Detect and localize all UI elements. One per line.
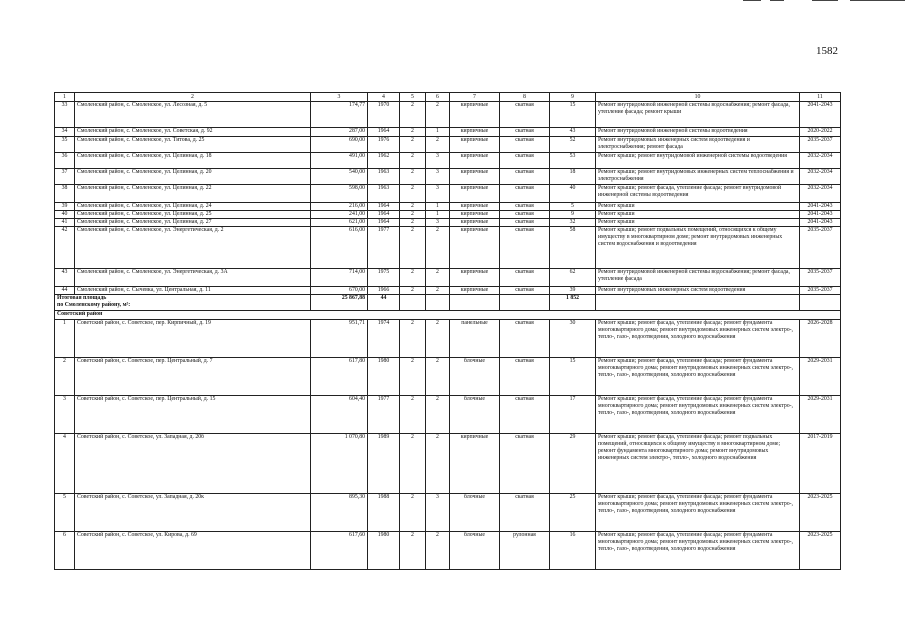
- entrances-cell: 3: [426, 219, 450, 227]
- roof-type-cell: скатная: [500, 169, 550, 185]
- roof-type-cell: скатная: [500, 128, 550, 137]
- works-cell: Ремонт крыши; ремонт фасада, утепление фасада; ремонт фундамента многоквартирного дома; ремонт внутридомовых инженерных систем электро-, тепло-, газо-, водоотведения, холодного водоснабжения: [596, 396, 800, 434]
- floors-cell: 2: [400, 320, 426, 358]
- row-index: 4: [55, 434, 75, 494]
- period-cell: 2023-2025: [800, 532, 841, 570]
- area-cell: 216,00: [311, 203, 368, 211]
- column-number-3: 3: [311, 93, 368, 102]
- entrances-cell: 2: [426, 358, 450, 396]
- address-cell: Смоленский район, с. Смоленское, ул. Титова, д. 25: [75, 137, 311, 153]
- empty-cell: [426, 295, 450, 311]
- total-label-line-2: по Смоленскому району, м²:: [57, 302, 131, 308]
- wall-material-cell: блочные: [450, 494, 500, 532]
- year-cell: 1964: [368, 128, 400, 137]
- area-cell: 598,00: [311, 185, 368, 203]
- residents-cell: 32: [550, 219, 596, 227]
- entrances-cell: 2: [426, 532, 450, 570]
- works-cell: Ремонт внутридомовых инженерных систем водоотведения и электроснабжения; ремонт фасада: [596, 137, 800, 153]
- row-index: 5: [55, 494, 75, 532]
- floors-cell: 2: [400, 358, 426, 396]
- roof-type-cell: скатная: [500, 434, 550, 494]
- roof-type-cell: скатная: [500, 227, 550, 269]
- wall-material-cell: кирпичные: [450, 219, 500, 227]
- area-cell: 1 070,80: [311, 434, 368, 494]
- period-cell: 2020-2022: [800, 128, 841, 137]
- period-cell: 2029-2031: [800, 358, 841, 396]
- floors-cell: 2: [400, 169, 426, 185]
- wall-material-cell: кирпичные: [450, 203, 500, 211]
- floors-cell: 2: [400, 434, 426, 494]
- address-cell: Смоленский район, с. Смоленское, ул. Целинная, д. 18: [75, 153, 311, 169]
- entrances-cell: 3: [426, 494, 450, 532]
- floors-cell: 2: [400, 102, 426, 128]
- residents-cell: 58: [550, 227, 596, 269]
- total-count: 44: [368, 295, 400, 311]
- row-index: 1: [55, 320, 75, 358]
- address-cell: Смоленский район, с. Смоленское, ул. Советская, д. 92: [75, 128, 311, 137]
- entrances-cell: 1: [426, 203, 450, 211]
- row-index: 38: [55, 185, 75, 203]
- floors-cell: 2: [400, 203, 426, 211]
- row-index: 37: [55, 169, 75, 185]
- residents-cell: 9: [550, 211, 596, 219]
- wall-material-cell: кирпичные: [450, 153, 500, 169]
- period-cell: 2017-2019: [800, 434, 841, 494]
- area-cell: 604,40: [311, 396, 368, 434]
- table-row: [55, 287, 841, 295]
- area-cell: 895,30: [311, 494, 368, 532]
- roof-type-cell: скатная: [500, 102, 550, 128]
- works-cell: Ремонт крыши; ремонт фасада, утепление фасада; ремонт подвальных помещений, относящихся к общему имуществу в многоквартирном доме; ремонт фундамента многоквартирного дома; ремонт внутридомовых инженерных систем электро-, тепло-, холодного водоснабжения: [596, 434, 800, 494]
- period-cell: 2026-2028: [800, 320, 841, 358]
- column-number-10: 10: [596, 93, 800, 102]
- address-cell: Смоленский район, с. Сычевка, ул. Центральная, д. 11: [75, 287, 311, 295]
- period-cell: 2041-2043: [800, 203, 841, 211]
- roof-type-cell: скатная: [500, 153, 550, 169]
- period-cell: 2041-2043: [800, 211, 841, 219]
- year-cell: 1963: [368, 185, 400, 203]
- table-row: [55, 219, 841, 227]
- row-index: 36: [55, 153, 75, 169]
- column-number-8: 8: [500, 93, 550, 102]
- year-cell: 1964: [368, 211, 400, 219]
- header-row: [55, 93, 841, 102]
- wall-material-cell: кирпичные: [450, 169, 500, 185]
- residents-cell: 16: [550, 532, 596, 570]
- area-cell: 174,77: [311, 102, 368, 128]
- top-edge-marks: [0, 0, 905, 6]
- year-cell: 1980: [368, 532, 400, 570]
- area-cell: 670,00: [311, 287, 368, 295]
- works-cell: Ремонт внутридомовой инженерной системы водоотведения: [596, 128, 800, 137]
- floors-cell: 2: [400, 211, 426, 219]
- address-cell: Смоленский район, с. Смоленское, ул. Целинная, д. 20: [75, 169, 311, 185]
- entrances-cell: 2: [426, 434, 450, 494]
- roof-type-cell: скатная: [500, 287, 550, 295]
- floors-cell: 2: [400, 219, 426, 227]
- wall-material-cell: кирпичные: [450, 185, 500, 203]
- address-cell: Советский район, с. Советское, пер. Кирпичный, д. 19: [75, 320, 311, 358]
- table-row: [55, 532, 841, 570]
- works-cell: Ремонт крыши; ремонт фасада, утепление фасада; ремонт фундамента многоквартирного дома; ремонт внутридомовых инженерных систем электро-, тепло-, газо-, водоотведения, холодного водоснабжения: [596, 320, 800, 358]
- period-cell: 2029-2031: [800, 396, 841, 434]
- works-cell: Ремонт крыши; ремонт фасада, утепление фасада; ремонт фундамента многоквартирного дома; ремонт внутридомовых инженерных систем электро-, тепло-, газо-, водоотведения, холодного водоснабжения: [596, 494, 800, 532]
- period-cell: 2041-2043: [800, 102, 841, 128]
- total-row: [55, 295, 841, 311]
- wall-material-cell: блочные: [450, 532, 500, 570]
- year-cell: 1977: [368, 396, 400, 434]
- floors-cell: 2: [400, 153, 426, 169]
- residents-cell: 15: [550, 102, 596, 128]
- year-cell: 1966: [368, 287, 400, 295]
- roof-type-cell: скатная: [500, 219, 550, 227]
- period-cell: 2032-2034: [800, 153, 841, 169]
- floors-cell: 2: [400, 227, 426, 269]
- address-cell: Советский район, с. Советское, пер. Центральный, д. 7: [75, 358, 311, 396]
- period-cell: 2035-2037: [800, 137, 841, 153]
- column-number-6: 6: [426, 93, 450, 102]
- floors-cell: 2: [400, 396, 426, 434]
- roof-type-cell: скатная: [500, 358, 550, 396]
- table-row: [55, 434, 841, 494]
- address-cell: Смоленский район, с. Смоленское, ул. Целинная, д. 22: [75, 185, 311, 203]
- year-cell: 1963: [368, 169, 400, 185]
- residents-cell: 29: [550, 434, 596, 494]
- wall-material-cell: кирпичные: [450, 102, 500, 128]
- address-cell: Советский район, с. Советское, пер. Центральный, д. 15: [75, 396, 311, 434]
- column-number-5: 5: [400, 93, 426, 102]
- year-cell: 1970: [368, 102, 400, 128]
- floors-cell: 2: [400, 494, 426, 532]
- section-title: Советский район: [55, 311, 841, 320]
- row-index: 6: [55, 532, 75, 570]
- area-cell: 287,00: [311, 128, 368, 137]
- roof-type-cell: скатная: [500, 494, 550, 532]
- area-cell: 951,71: [311, 320, 368, 358]
- repair-program-table: [54, 92, 841, 570]
- works-cell: Ремонт внутридомовой инженерной системы водоснабжения; ремонт фасада, утепление фасада; ремонт крыши: [596, 102, 800, 128]
- address-cell: Советский район, с. Советское, ул. Западная, д. 20б: [75, 434, 311, 494]
- row-index: 41: [55, 219, 75, 227]
- entrances-cell: 1: [426, 128, 450, 137]
- year-cell: 1962: [368, 153, 400, 169]
- row-index: 42: [55, 227, 75, 269]
- entrances-cell: 3: [426, 153, 450, 169]
- column-number-11: 11: [800, 93, 841, 102]
- roof-type-cell: рулонная: [500, 532, 550, 570]
- column-number-7: 7: [450, 93, 500, 102]
- row-index: 2: [55, 358, 75, 396]
- works-cell: Ремонт крыши: [596, 211, 800, 219]
- table-row: [55, 153, 841, 169]
- entrances-cell: 2: [426, 137, 450, 153]
- column-number-9: 9: [550, 93, 596, 102]
- period-cell: 2032-2034: [800, 185, 841, 203]
- row-index: 35: [55, 137, 75, 153]
- area-cell: 241,00: [311, 211, 368, 219]
- wall-material-cell: кирпичные: [450, 211, 500, 219]
- row-index: 3: [55, 396, 75, 434]
- empty-cell: [596, 295, 800, 311]
- period-cell: 2041-2043: [800, 219, 841, 227]
- residents-cell: 15: [550, 358, 596, 396]
- wall-material-cell: кирпичные: [450, 269, 500, 287]
- residents-cell: 5: [550, 203, 596, 211]
- residents-cell: 17: [550, 396, 596, 434]
- wall-material-cell: кирпичные: [450, 137, 500, 153]
- works-cell: Ремонт крыши; ремонт внутридомовой инженерной системы водоотведения: [596, 153, 800, 169]
- works-cell: Ремонт крыши; ремонт фасада, утепление фасада; ремонт фундамента многоквартирного дома; ремонт внутридомовых инженерных систем электро-, тепло-, газо-, водоотведения, холодного водоснабжения: [596, 532, 800, 570]
- residents-cell: 25: [550, 494, 596, 532]
- total-residents: 1 852: [550, 295, 596, 311]
- wall-material-cell: блочные: [450, 396, 500, 434]
- residents-cell: 18: [550, 169, 596, 185]
- row-index: 40: [55, 211, 75, 219]
- works-cell: Ремонт крыши; ремонт внутридомовых инженерных систем теплоснабжения и электроснабжения: [596, 169, 800, 185]
- residents-cell: 39: [550, 287, 596, 295]
- floors-cell: 2: [400, 532, 426, 570]
- row-index: 39: [55, 203, 75, 211]
- period-cell: 2023-2025: [800, 494, 841, 532]
- roof-type-cell: скатная: [500, 269, 550, 287]
- works-cell: Ремонт крыши: [596, 203, 800, 211]
- works-cell: Ремонт крыши; ремонт фасада, утепление фасада; ремонт внутридомовой инженерной системы водоотведения: [596, 185, 800, 203]
- entrances-cell: 2: [426, 396, 450, 434]
- residents-cell: 40: [550, 185, 596, 203]
- area-cell: 617,60: [311, 532, 368, 570]
- period-cell: 2035-2037: [800, 269, 841, 287]
- address-cell: Смоленский район, с. Смоленское, ул. Целинная, д. 25: [75, 211, 311, 219]
- floors-cell: 2: [400, 287, 426, 295]
- table-row: [55, 494, 841, 532]
- period-cell: 2032-2034: [800, 169, 841, 185]
- table-row: [55, 320, 841, 358]
- works-cell: Ремонт крыши: [596, 219, 800, 227]
- floors-cell: 2: [400, 269, 426, 287]
- total-area: 25 867,88: [311, 295, 368, 311]
- area-cell: 616,00: [311, 227, 368, 269]
- column-number-2: 2: [75, 93, 311, 102]
- page-number: 1582: [816, 45, 838, 57]
- address-cell: Смоленский район, с. Смоленское, ул. Целинная, д. 24: [75, 203, 311, 211]
- area-cell: 540,00: [311, 169, 368, 185]
- table-row: [55, 169, 841, 185]
- area-cell: 491,00: [311, 153, 368, 169]
- table-row: [55, 185, 841, 203]
- period-cell: 2035-2037: [800, 227, 841, 269]
- empty-cell: [400, 295, 426, 311]
- wall-material-cell: кирпичные: [450, 128, 500, 137]
- entrances-cell: 2: [426, 102, 450, 128]
- wall-material-cell: кирпичные: [450, 227, 500, 269]
- entrances-cell: 2: [426, 287, 450, 295]
- floors-cell: 2: [400, 185, 426, 203]
- address-cell: Советский район, с. Советское, ул. Западная, д. 20к: [75, 494, 311, 532]
- period-cell: 2035-2037: [800, 287, 841, 295]
- table-row: [55, 128, 841, 137]
- roof-type-cell: скатная: [500, 211, 550, 219]
- area-cell: 621,00: [311, 219, 368, 227]
- table-row: [55, 203, 841, 211]
- table-row: [55, 211, 841, 219]
- entrances-cell: 3: [426, 169, 450, 185]
- table-row: [55, 227, 841, 269]
- residents-cell: 30: [550, 320, 596, 358]
- roof-type-cell: скатная: [500, 137, 550, 153]
- wall-material-cell: кирпичные: [450, 287, 500, 295]
- residents-cell: 53: [550, 153, 596, 169]
- year-cell: 1977: [368, 227, 400, 269]
- year-cell: 1980: [368, 358, 400, 396]
- wall-material-cell: блочные: [450, 358, 500, 396]
- address-cell: Смоленский район, с. Смоленское, ул. Энергетическая, д. 3А: [75, 269, 311, 287]
- table-row: [55, 102, 841, 128]
- works-cell: Ремонт внутридомовых инженерных систем водоотведения: [596, 287, 800, 295]
- year-cell: 1988: [368, 494, 400, 532]
- works-cell: Ремонт крыши; ремонт фасада, утепление фасада; ремонт фундамента многоквартирного дома; ремонт внутридомовых инженерных систем электро-, тепло-, газо-, водоотведения, холодного водоснабжения: [596, 358, 800, 396]
- year-cell: 1989: [368, 434, 400, 494]
- entrances-cell: 2: [426, 227, 450, 269]
- address-cell: Советский район, с. Советское, ул. Кирова, д. 69: [75, 532, 311, 570]
- area-cell: 617,80: [311, 358, 368, 396]
- residents-cell: 52: [550, 137, 596, 153]
- floors-cell: 2: [400, 137, 426, 153]
- roof-type-cell: скатная: [500, 320, 550, 358]
- row-index: 34: [55, 128, 75, 137]
- roof-type-cell: скатная: [500, 185, 550, 203]
- entrances-cell: 2: [426, 269, 450, 287]
- residents-cell: 43: [550, 128, 596, 137]
- residents-cell: 62: [550, 269, 596, 287]
- address-cell: Смоленский район, с. Смоленское, ул. Целинная, д. 27: [75, 219, 311, 227]
- address-cell: Смоленский район, с. Смоленское, ул. Энергетическая, д. 2: [75, 227, 311, 269]
- column-number-4: 4: [368, 93, 400, 102]
- row-index: 33: [55, 102, 75, 128]
- area-cell: 690,00: [311, 137, 368, 153]
- works-cell: Ремонт крыши; ремонт подвальных помещений, относящихся к общему имуществу в многоквартирном доме; ремонт внутридомовых инженерных систем водоснабжения и водоотведения: [596, 227, 800, 269]
- total-label-line-1: Итоговая площадь: [57, 295, 107, 301]
- year-cell: 1975: [368, 269, 400, 287]
- year-cell: 1976: [368, 137, 400, 153]
- year-cell: 1974: [368, 320, 400, 358]
- table-row: [55, 396, 841, 434]
- address-cell: Смоленский район, с. Смоленское, ул. Лесозная, д. 5: [75, 102, 311, 128]
- area-cell: 714,00: [311, 269, 368, 287]
- total-label: [55, 295, 311, 311]
- works-cell: Ремонт внутридомовой инженерной системы водоснабжения; ремонт фасада, утепление фасада: [596, 269, 800, 287]
- wall-material-cell: кирпичные: [450, 434, 500, 494]
- year-cell: 1964: [368, 219, 400, 227]
- entrances-cell: 3: [426, 185, 450, 203]
- year-cell: 1964: [368, 203, 400, 211]
- table-row: [55, 358, 841, 396]
- empty-cell: [800, 295, 841, 311]
- wall-material-cell: панельные: [450, 320, 500, 358]
- table-row: [55, 269, 841, 287]
- section-header-row: [55, 311, 841, 320]
- empty-cell: [500, 295, 550, 311]
- table-row: [55, 137, 841, 153]
- entrances-cell: 1: [426, 211, 450, 219]
- roof-type-cell: скатная: [500, 203, 550, 211]
- entrances-cell: 2: [426, 320, 450, 358]
- column-number-1: 1: [55, 93, 75, 102]
- roof-type-cell: скатная: [500, 396, 550, 434]
- empty-cell: [450, 295, 500, 311]
- row-index: 43: [55, 269, 75, 287]
- floors-cell: 2: [400, 128, 426, 137]
- row-index: 44: [55, 287, 75, 295]
